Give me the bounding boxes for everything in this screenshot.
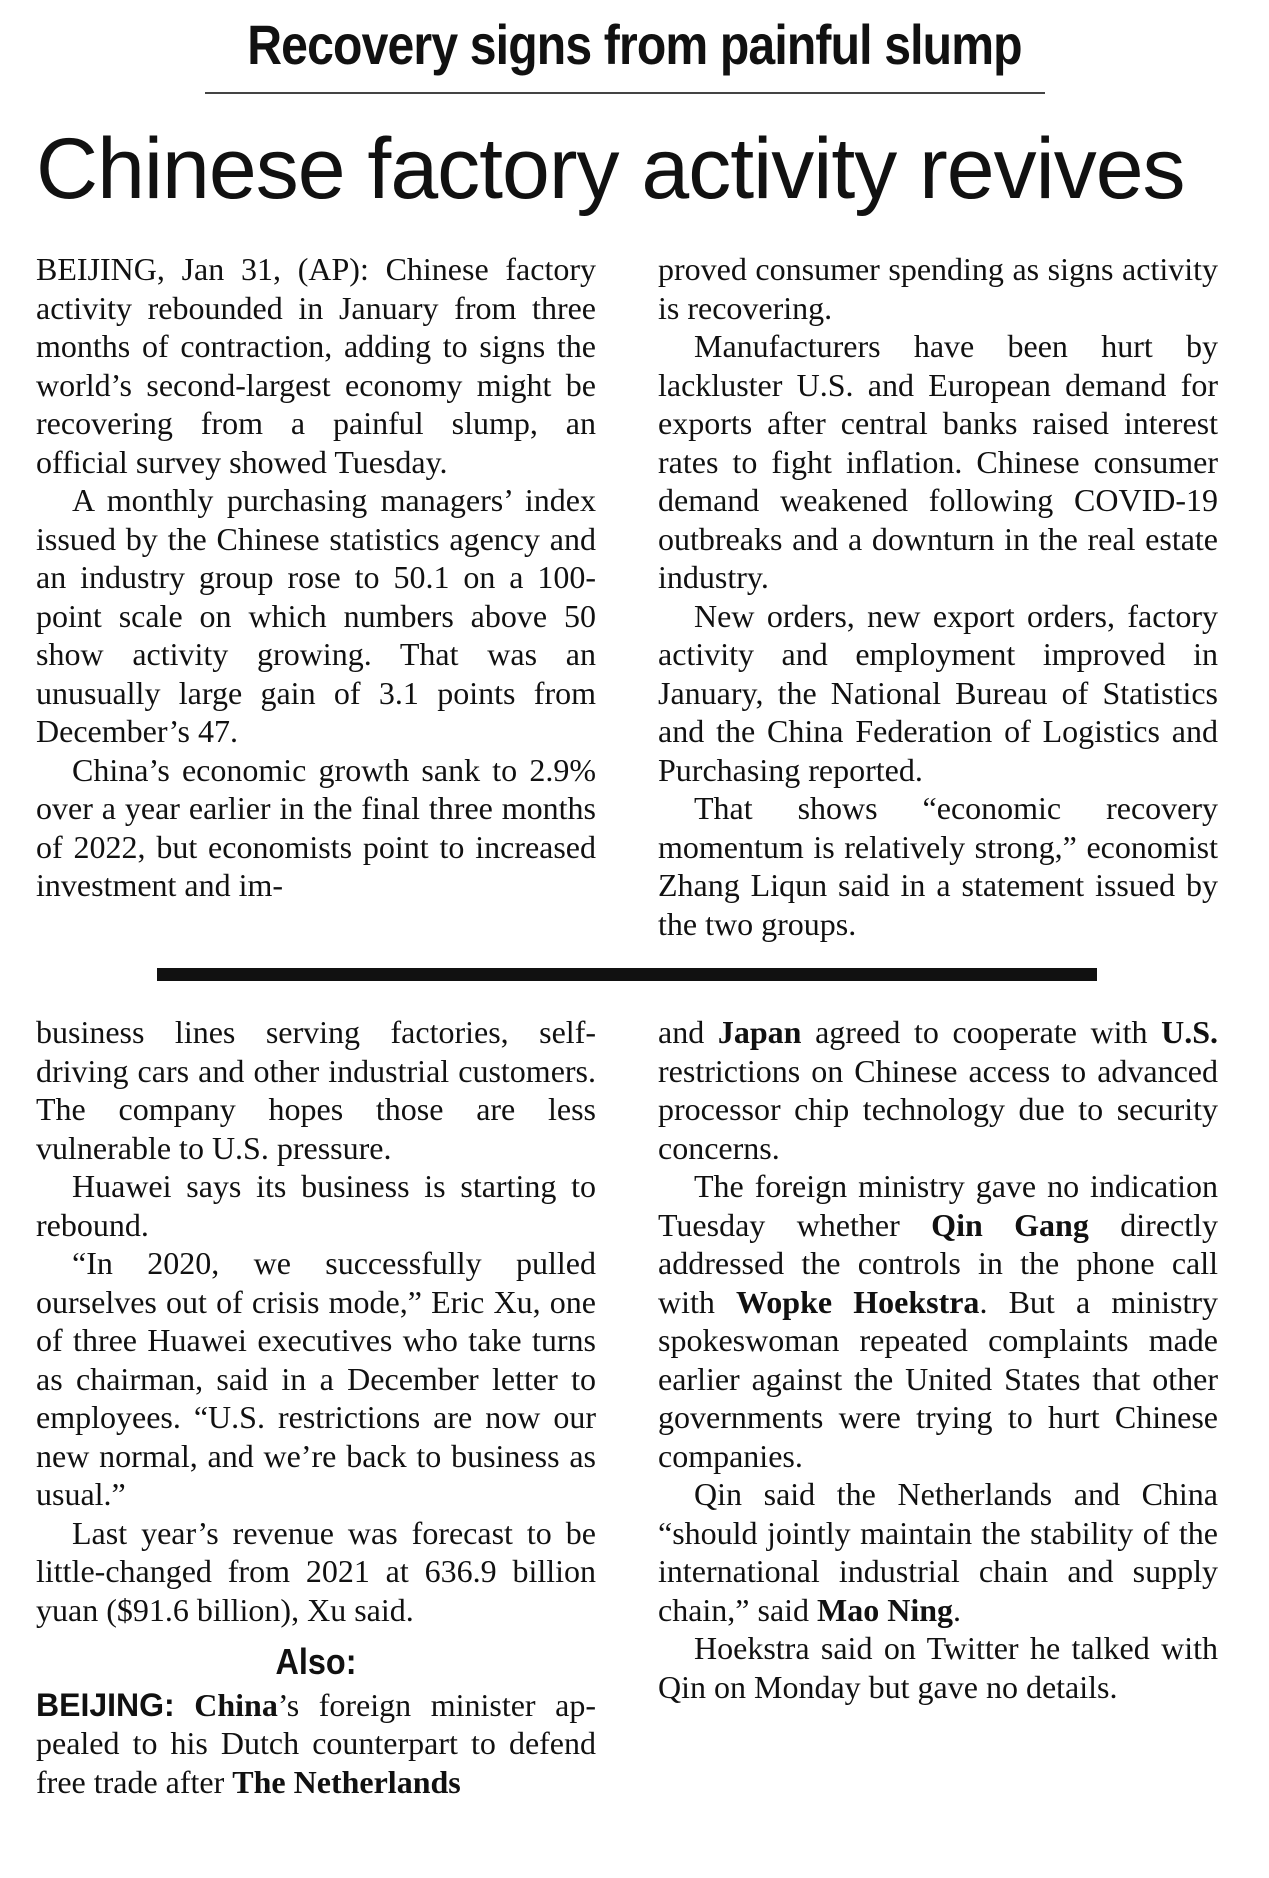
bold-name: Qin Gang: [931, 1206, 1089, 1243]
paragraph: That shows “economic recovery momentum is relatively strong,” economist Zhang Liqun said in a statement issued by the two groups.: [658, 790, 1218, 942]
text-run: . But a ministry spokeswoman repeated complaints made earlier against the United States that other governments were trying to hurt Chinese companies.: [658, 1283, 1219, 1474]
story2-column-1: [36, 1013, 596, 1801]
paragraph: Hoekstra said on Twitter he talked with Qin on Monday but gave no details.: [658, 1630, 1218, 1705]
story1-column-2: [658, 250, 1218, 943]
bold-name: Wopke Hoekstra: [736, 1283, 980, 1320]
bold-name: U.S.: [1161, 1014, 1219, 1050]
story1-column-1: [36, 250, 596, 905]
paragraph: [658, 1013, 1218, 1167]
bold-name: Mao Ning: [817, 1591, 954, 1628]
paragraph: [658, 1167, 1218, 1475]
paragraph: proved consumer spending as signs activity is recovering.: [658, 251, 1218, 326]
also-paragraph: [36, 1686, 596, 1802]
main-headline: Chinese factory activity revives: [36, 121, 1185, 217]
text-run: The foreign ministry gave no indication Tuesday whether: [658, 1168, 1218, 1243]
kicker-headline: Recovery signs from painful slump: [247, 13, 1022, 76]
kicker-rule: [205, 92, 1045, 94]
section-divider: [157, 968, 1097, 981]
text-run: restrictions on Chinese access to advanced processor chip technology due to security concerns.: [658, 1052, 1218, 1166]
paragraph: BEIJING, Jan 31, (AP): Chinese factory activity rebounded in January from three months of contraction, adding to signs the world’s second-largest economy might be recovering from a painful slump, an official survey showed Tuesday.: [36, 251, 596, 480]
bold-name: The Netherlands: [232, 1763, 461, 1800]
also-heading: Also:: [275, 1641, 357, 1682]
paragraph: Manufacturers have been hurt by lackluster U.S. and European demand for exports after central banks raised interest rates to fight inflation. Chinese consumer demand weakened following COVID-19 outbreaks and a downturn in the real estate industry.: [658, 328, 1218, 595]
paragraph: Huawei says its business is starting to rebound.: [36, 1168, 596, 1243]
text-run: Qin said the Netherlands and China “should jointly maintain the stability of the international industrial chain and supply chain,” said: [658, 1476, 1218, 1628]
paragraph: “In 2020, we successfully pulled ourselves out of crisis mode,” Eric Xu, one of three Huawei executives who take turns as chairman, said in a December letter to employees. “U.S. restrictions are now our new normal, and we’re back to business as usual.”: [36, 1245, 596, 1512]
paragraph: A monthly purchasing managers’ index issued by the Chinese statistics agency and an industry group rose to 50.1 on a 100-point scale on which numbers above 50 show activity growing. That was an unusually large gain of 3.1 points from December’s 47.: [36, 482, 596, 749]
text-run: and: [658, 1014, 718, 1050]
dateline: BEIJING:: [36, 1686, 175, 1723]
paragraph: China’s economic growth sank to 2.9% over a year earlier in the final three months of 2022, but economists point to increased investment and im-: [36, 751, 596, 903]
paragraph: Last year’s revenue was forecast to be little-changed from 2021 at 636.9 billion yuan ($91.6 billion), Xu said.: [36, 1514, 596, 1628]
story2-column-2: [658, 1013, 1218, 1706]
bold-name: Japan: [717, 1014, 802, 1050]
text-run: ’s foreign minister appealed to his Dutch counterpart to defend free trade after: [36, 1686, 597, 1800]
text-run: agreed to cooperate with: [801, 1014, 1162, 1050]
paragraph: business lines serving factories, self-driving cars and other industrial customers. The company hopes those are less vulnerable to U.S. pressure.: [36, 1014, 596, 1166]
text-run: .: [953, 1591, 962, 1628]
paragraph: [658, 1475, 1218, 1629]
text-run: directly addressed the controls in the phone call with: [658, 1206, 1219, 1320]
bold-name: China: [194, 1686, 278, 1723]
paragraph: New orders, new export orders, factory activity and employment improved in January, the National Bureau of Statistics and the China Federation of Logistics and Purchasing reported.: [658, 597, 1218, 788]
